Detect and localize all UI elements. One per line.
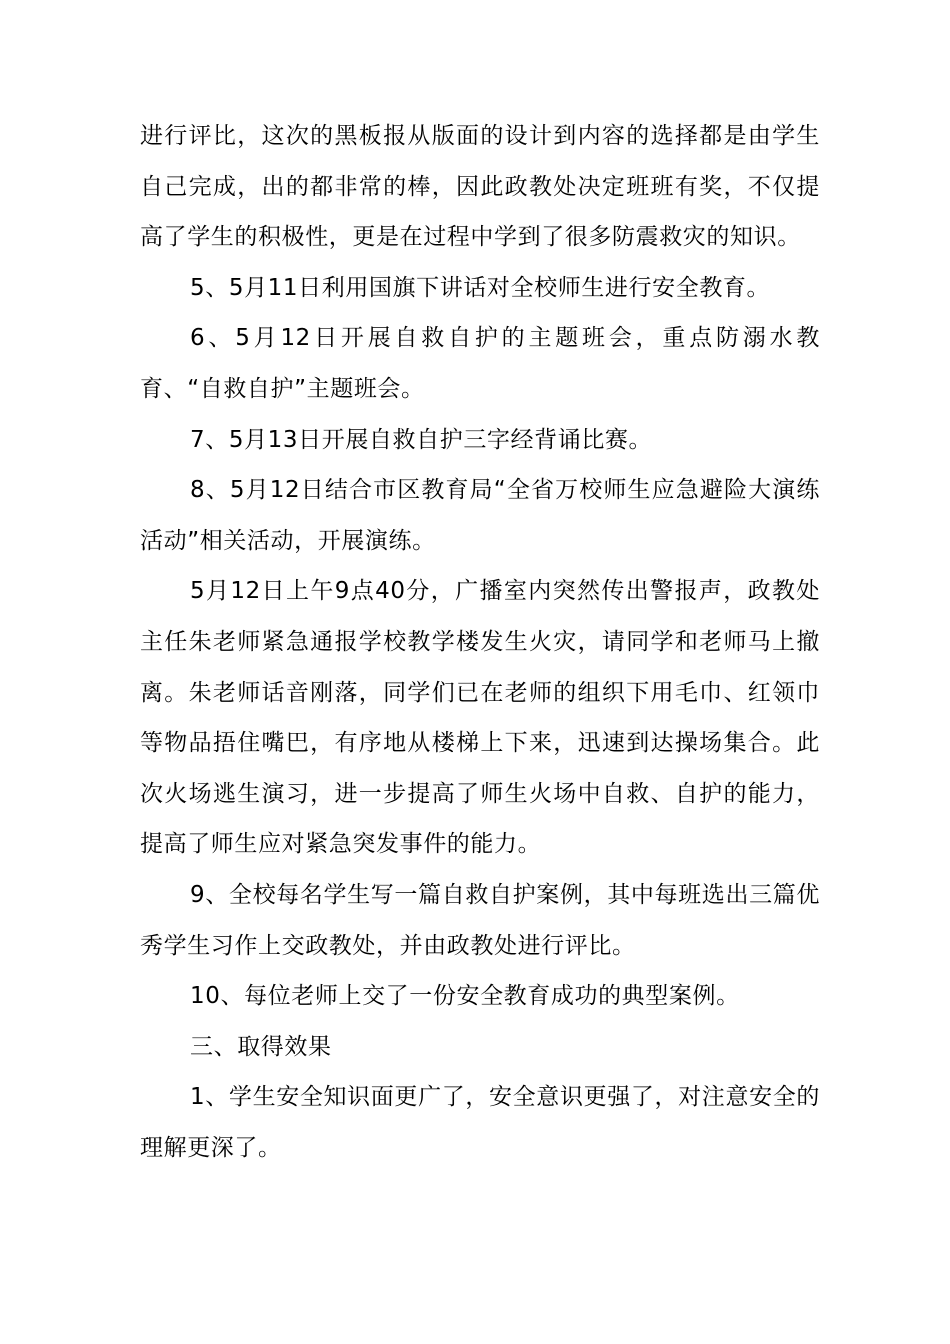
paragraph-4: 7、5月13日开展自救自护三字经背诵比赛。: [190, 426, 653, 453]
paragraph-6: 5月12日上午9点40分，广播室内突然传出警报声，政教处主任朱老师紧急通报学校教学楼发生火灾，请同学和老师马上撤离。朱老师话音刚落，同学们已在老师的组织下用毛巾、红领巾等物品捂住嘴巴，有序地从楼梯上下来，迅速到达操场集合。此次火场逃生演习，进一步提高了师生火场中自救、自护的能力，提高了师生应对紧急突发事件的能力。: [140, 578, 820, 858]
paragraph-8: 10、每位老师上交了一份安全教育成功的典型案例。: [190, 983, 740, 1010]
paragraph-2: 5、5月11日利用国旗下讲话对全校师生进行安全教育。: [190, 274, 771, 301]
paragraph-1: 进行评比，这次的黑板报从版面的设计到内容的选择都是由学生自己完成，出的都非常的棒，因此政教处决定班班有奖，不仅提高了学生的积极性，更是在过程中学到了很多防震救灾的知识。: [140, 123, 820, 251]
paragraph-9: 1、学生安全知识面更广了，安全意识更强了，对注意安全的理解更深了。: [140, 1084, 820, 1161]
paragraph-3: 6、5月12日开展自救自护的主题班会，重点防溺水教育、“自救自护”主题班会。: [140, 325, 820, 402]
paragraph-5: 8、5月12日结合市区教育局“全省万校师生应急避险大演练活动”相关活动，开展演练。: [140, 477, 820, 554]
paragraph-7: 9、全校每名学生写一篇自救自护案例，其中每班选出三篇优秀学生习作上交政教处，并由政教处进行评比。: [140, 881, 820, 959]
section-heading: 三、取得效果: [190, 1033, 332, 1060]
document-body: [140, 111, 820, 1173]
